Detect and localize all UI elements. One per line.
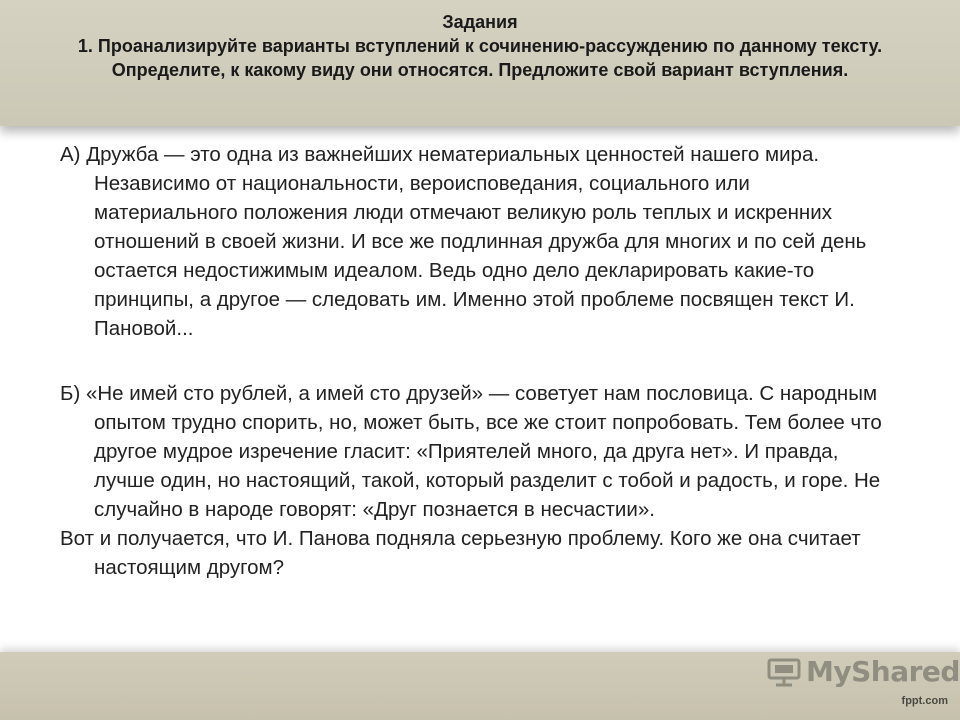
intro-variant-a: А) Дружба — это одна из важнейших нематериальных ценностей нашего мира. Независимо от национальности, вероисповедания, социального или материального положения люди отмечают великую роль теплых и искренних отношений в своей жизни. И все же подлинная дружба для многих и по сей день остается недостижимым идеалом. Ведь одно дело декларировать какие-то принципы, а другое — следовать им. Именно этой проблеме посвящен текст И. Пановой... — [60, 143, 867, 340]
presentation-board-icon — [766, 657, 802, 687]
site-credit: fppt.com — [901, 695, 948, 707]
watermark-text: MyShared — [806, 655, 960, 688]
header-band — [0, 0, 960, 126]
intro-variant-b-continuation: Вот и получается, что И. Панова подняла серьезную проблему. Кого же она считает настоящим другом? — [60, 527, 861, 579]
task-instruction: 1. Проанализируйте варианты вступлений к сочинению-рассуждению по данному тексту. Определите, к какому виду они относятся. Предложите свой вариант вступления. — [77, 36, 883, 80]
myshared-watermark — [766, 655, 960, 688]
header-title: Задания — [442, 12, 518, 32]
slide-content — [60, 140, 892, 582]
task-header — [40, 10, 920, 82]
intro-variant-b-text: Б) «Не имей сто рублей, а имей сто друзей» — советует нам пословица. С народным опытом трудно спорить, но, может быть, все же стоит попробовать. Тем более что другое мудрое изречение гласит: «Приятелей много, да друга нет». И правда, лучше один, но настоящий, такой, который разделит с тобой и радость, и горе. Не случайно в народе говорят: «Друг познается в несчастии». — [60, 382, 882, 521]
intro-variant-b — [60, 379, 892, 582]
